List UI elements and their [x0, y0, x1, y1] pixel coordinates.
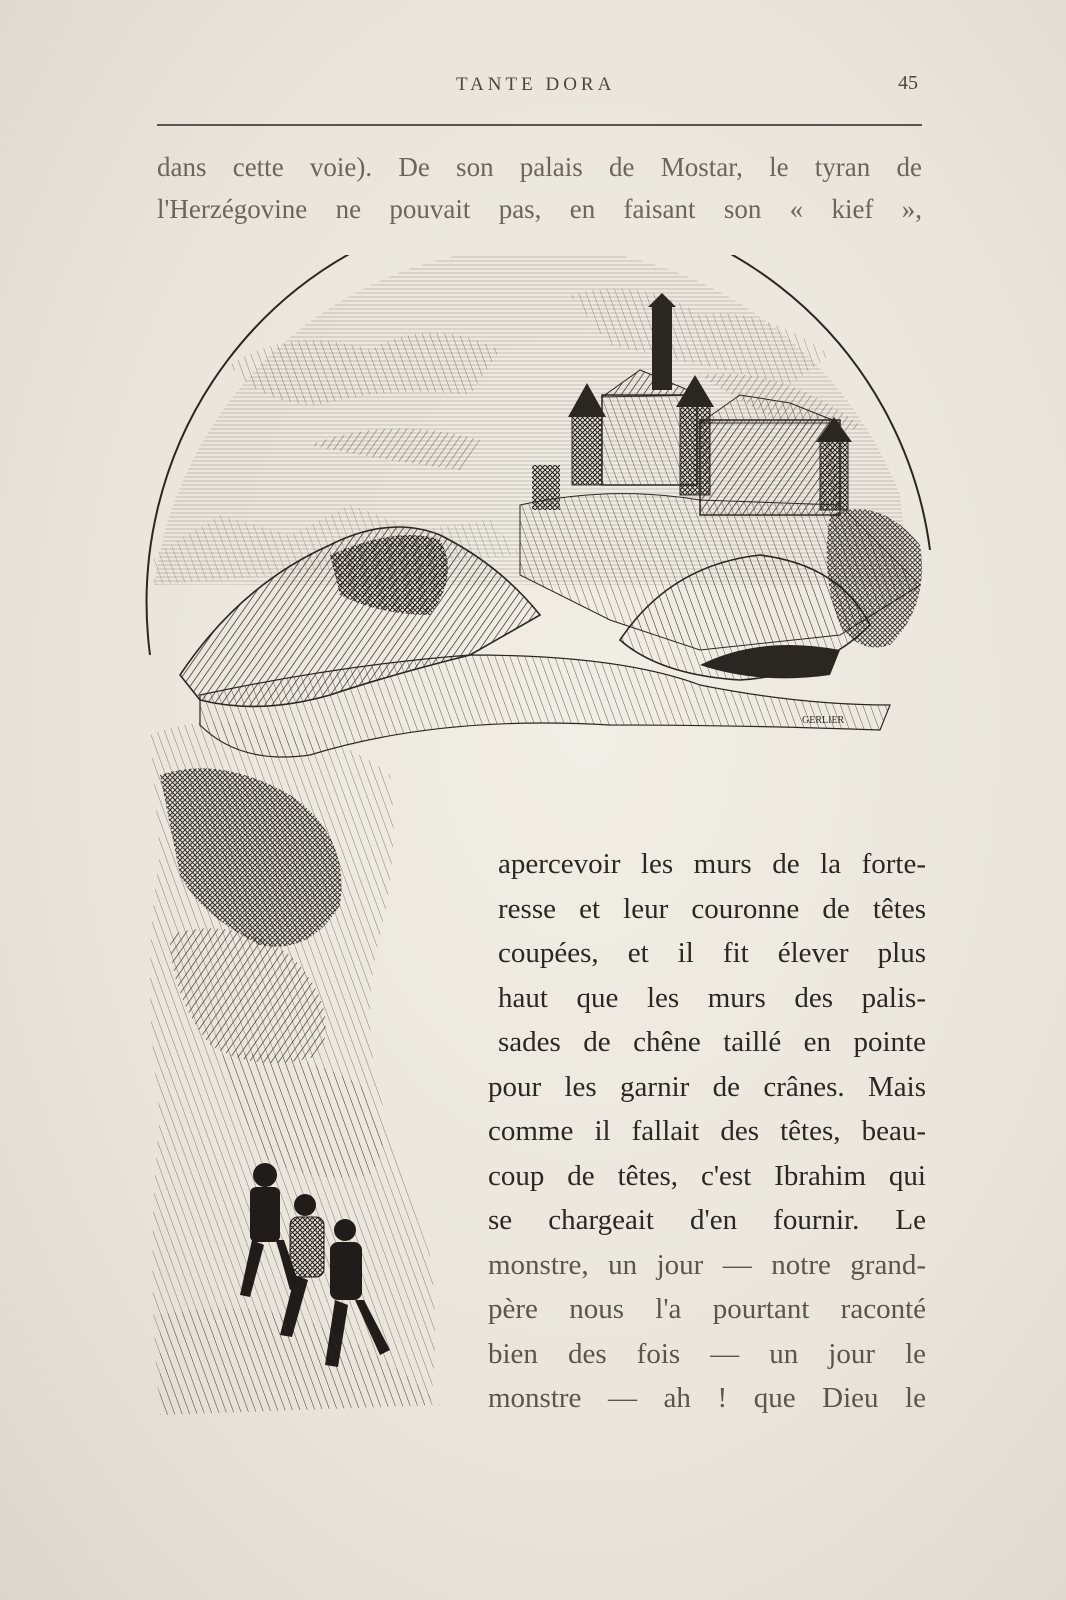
body-text [488, 842, 926, 1421]
body-line: père nous l'a pourtant raconté [488, 1293, 926, 1325]
running-head [0, 74, 1066, 104]
artist-signature: GERLIER [802, 715, 845, 726]
body-line: resse et leur couronne de têtes [498, 892, 926, 925]
text-line-top-1: dans cette voie). De son palais de Mostar, le tyran de [157, 152, 922, 182]
body-line: coupées, et il fit élever plus [498, 937, 926, 969]
body-line: comme il fallait des têtes, beau- [488, 1115, 926, 1147]
body-line: monstre — ah ! que Dieu le [488, 1382, 926, 1414]
body-line: sades de chêne taillé en pointe [498, 1026, 926, 1058]
body-line: bien des fois — un jour le [488, 1337, 926, 1370]
page-number: 45 [898, 72, 918, 94]
text-line-top-2: l'Herzégovine ne pouvait pas, en faisant son « kief », [157, 194, 922, 224]
body-line: monstre, un jour — notre grand- [488, 1248, 926, 1281]
body-line: se chargeait d'en fournir. Le [488, 1204, 926, 1236]
running-title: TANTE DORA [456, 74, 616, 95]
body-line: coup de têtes, c'est Ibrahim qui [488, 1159, 926, 1192]
body-line: apercevoir les murs de la forte- [498, 848, 926, 880]
body-line: pour les garnir de crânes. Mais [488, 1070, 926, 1103]
header-rule [157, 124, 922, 126]
body-line: haut que les murs des palis- [498, 981, 926, 1014]
